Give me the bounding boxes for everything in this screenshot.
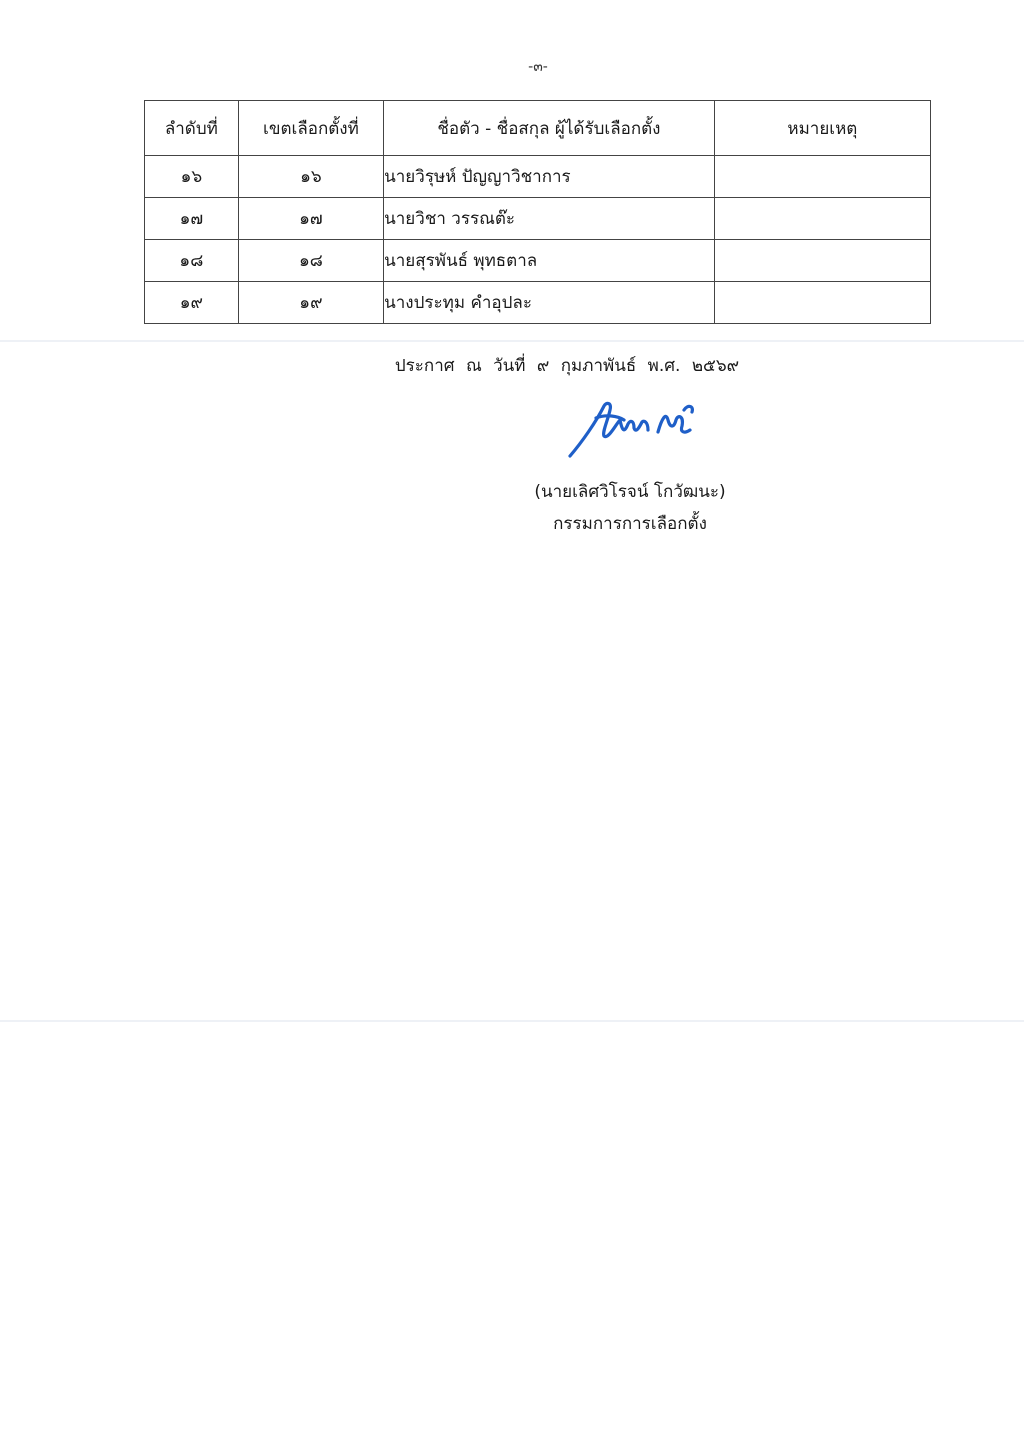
row-remark [714,198,930,240]
table-header-row [145,101,931,156]
row-district: ๑๘ [238,240,383,282]
header-district: เขตเลือกตั้งที่ [238,101,383,156]
row-name: นายวิรุษห์ ปัญญาวิชาการ [384,156,715,198]
row-order: ๑๗ [145,198,239,240]
paper-fold-line [0,340,1024,342]
signature-stroke [570,403,648,456]
signature-stroke [596,416,624,420]
header-order: ลำดับที่ [145,101,239,156]
row-order: ๑๙ [145,282,239,324]
signature-strokes [570,403,692,456]
table-row [145,198,931,240]
row-name: นายวิชา วรรณต๊ะ [384,198,715,240]
row-name: นางประทุม คำอุปละ [384,282,715,324]
signature-stroke [658,416,690,432]
header-remark: หมายเหตุ [714,101,930,156]
elected-members-table [144,100,931,324]
row-district: ๑๗ [238,198,383,240]
table-row [145,282,931,324]
row-name: นายสุรพันธ์ พุทธตาล [384,240,715,282]
signer-title: กรรมการการเลือกตั้ง [553,514,707,534]
table-row [145,240,931,282]
row-order: ๑๖ [145,156,239,198]
signer-name: (นายเลิศวิโรจน์ โกวัฒนะ) [534,482,726,502]
row-remark [714,156,930,198]
header-name: ชื่อตัว - ชื่อสกุล ผู้ได้รับเลือกตั้ง [384,101,715,156]
page-number: -๓- [528,59,548,75]
row-remark [714,240,930,282]
signature-image [566,398,702,460]
row-order: ๑๘ [145,240,239,282]
paper-fold-line [0,1020,1024,1022]
table-row [145,156,931,198]
row-remark [714,282,930,324]
row-district: ๑๖ [238,156,383,198]
announcement-date: ประกาศ ณ วันที่ ๙ กุมภาพันธ์ พ.ศ. ๒๕๖๙ [394,356,740,376]
row-district: ๑๙ [238,282,383,324]
signature-stroke [684,406,692,412]
